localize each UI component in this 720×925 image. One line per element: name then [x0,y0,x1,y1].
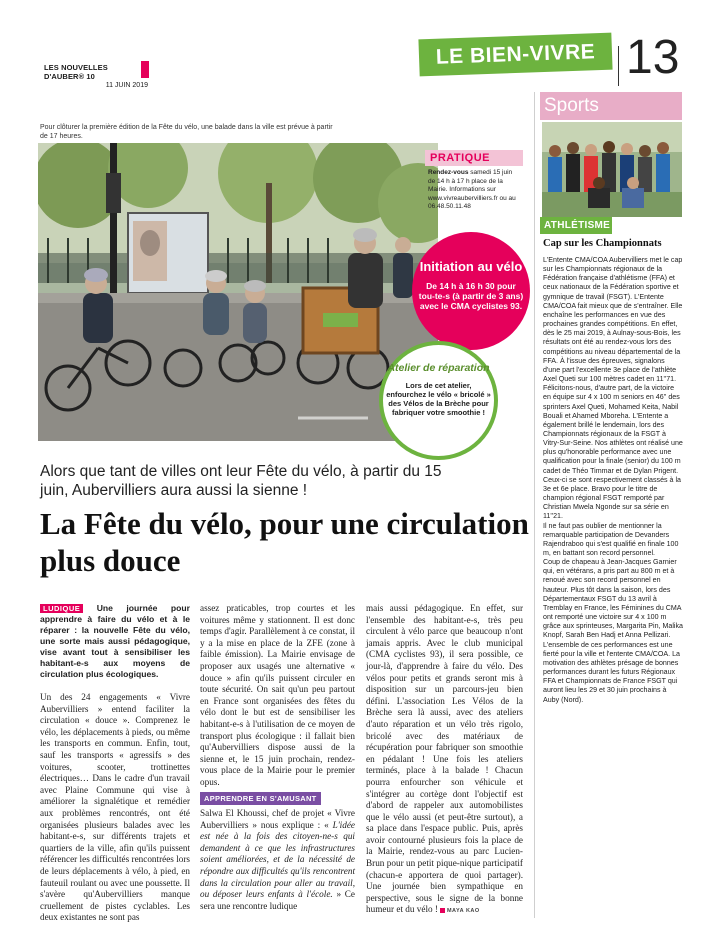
article-column-1 [40,603,190,924]
athletes-illustration [542,122,682,217]
masthead [44,63,148,89]
practical-info-details: samedi 15 juin de 14 h à 17 h place de la Mairie. Informations sur www.vivreaubervilliers.fr ou au 06.48.50.11.48 [428,169,516,210]
article-paragraph-text: mais aussi pédagogique. En effet, sur l'ensemble des habitant-e-s, très peu circulent à vélo parce que beaucoup n'ont jamais appris. Avec le club municipal (CMA cyclistes 93), il sera possible, ce jour-là, d'apprendre à faire du vélo. Des vélos pour petits et grands seront mis à disposition sur un parcours-jeu bien défini. L'association Les Vélos de la Brèche sera là aussi, avec des ateliers d'auto réparation et un vélo très rigolo, bricolé avec des matériaux de récupération pour fabriquer son smoothie en pédalant ! Une fois les ateliers terminés, place à la balade ! Chacun pourra enfourcher son véhicule et s'intégrer au cortège dont l'objectif est d'abord de rappeler aux automobilistes que le vélo aussi (et peut-être surtout), a sa place dans l'espace public. Puis, après avoir contourné plusieurs fois la place de la Mairie, rendez-vous au parc Lucien-Brun pour un petit pique-nique participatif (chacun-e apportera de quoi partager). Une journée bien sympathique en perspective, sous le signe de la bonne humeur et du vélo ! [366,603,523,915]
workshop-text: Lors de cet atelier, enfourchez le vélo « bricolé » des Vélos de la Brèche pour fabriquer votre smoothie ! [386,381,491,417]
sidebar-paragraph: L'Entente CMA/COA Aubervilliers met le cap sur les Championnats régionaux de la Fédération française d'athlétisme (FFA) et ceux nationaux de la Fédération sportive et gymnique de travail (FSGT). L'Entente CMA/COA fait mieux que de s'entraîner. Elle enchaîne les performances en vue des prochaines grandes compétitions. En effet, dès le 25 mai 2019, à Aulnay-sous-Bois, les résultats ont été au rendez-vous lors des compétitions au niveau départemental de la FFA. À l'issue des épreuves, signalons d'une part l'excellente 3e place de l'athlète Axel Queti sur 100 mètres cadet en 11''71. Félicitons-nous, d'autre part, de la victoire en équipe sur 4 x 100 m seniors en 46'' des sprinters Axel Queti, Mohamed Keita, Nabil Bouali et Ahamed Mboreha. L'Entente a également brillé le lendemain, lors des Championnats régionaux de la FSGT à Vitry-Sur-Seine. Nos athlètes ont réalisé une plus qu'honorable performance avec une qualification pour la finale (senior) du 100 m cadet de Théo Timmar et de Dylan Prigent. Ceux-ci se sont respectivement classés à la 3e et 6e place. Bravo pour le titre de champion régional FSGT remporté par Christian Mwela Ngonde sur sa série en 11''21. [543,256,683,521]
cyclists-illustration [38,143,438,441]
sidebar-title: Cap sur les Championnats [543,238,662,249]
page-number: 13 [626,31,680,84]
sidebar-text [543,256,683,705]
author-marker [440,908,445,913]
article-author: MAYA KAO [446,908,480,915]
section-rubric: LE BIEN-VIVRE [418,33,612,77]
practical-info-box [425,150,523,215]
publication-name: LES NOUVELLES D'AUBER® 10 [44,63,108,81]
article-lead-text: Une journée pour apprendre à faire du vélo et à le réparer : la nouvelle Fête du vélo, une sorte mais aussi pédagogique, vise avant tout à sensibiliser les habitant-e-s aux moyens de circulation plus écologiques. [40,603,190,679]
practical-info-text [425,166,523,215]
initiation-title: Initiation au vélo [419,259,523,274]
quote-text: L'idée est née à la fois des citoyen-ne-s qui demandent à ce que les infrastructures soient améliorées, et de la nécessité de répondre aux difficultés qu'ils rencontrent dans la circulation pour aller au travail, ou déposer leurs enfants à l'école. [200,819,355,900]
sidebar-section-header: Sports [540,92,682,120]
article-column-3 [366,603,523,918]
article-paragraph: assez praticables, trop courtes et les voitures même y stationnent. Il est donc temps d'agir. Parallèlement à ce constat, il y a la mise en place de la ZFE (zone à faible émission). La Mairie envisage de proposer aux usagés une alternative « douce » afin qu'ils puissent circuler en toute sécurité. On sait qu'un peu partout en France sont organisées des fêtes du vélo dont le but est de sensibiliser les habitant-e-s à l'utilisation de ce moyen de transport plus écologique : il fallait bien qu'Aubervilliers dispose aussi de la sienne et, le 15 juin prochain, rendez-vous place de la Mairie pour le premier opus. [200,603,355,787]
masthead-marker [141,61,149,78]
article-headline: La Fête du vélo, pour une circulation plus douce [40,506,529,578]
article-lead [40,603,190,680]
initiation-bubble [412,232,530,350]
article-paragraph [200,808,355,912]
article-intro: Alors que tant de villes ont leur Fête du vélo, à partir du 15 juin, Aubervilliers aura aussi la sienne ! [40,463,442,499]
sidebar-divider [534,92,535,918]
quote-intro: Salwa El Khoussi, chef de projet « Vivre Aubervilliers » nous explique : « [200,808,355,830]
page-number-divider [618,46,619,86]
publication-date: 11 JUIN 2019 [105,82,148,89]
practical-info-label: Rendez-vous [428,169,469,176]
article-subhead: APPRENDRE EN S'AMUSANT [200,792,321,806]
sidebar-paragraph: Il ne faut pas oublier de mentionner la remarquable participation de Devanders Rajendraboo qui s'est qualifié en finale 100 m, en battant son record personnel. [543,521,679,557]
sidebar-tag: ATHLÉTISME [540,217,612,234]
main-photo [38,143,438,441]
practical-info-title: PRATIQUE [425,150,523,166]
initiation-text: De 14 h à 16 h 30 pour tou-te-s (à partir de 3 ans) avec le CMA cyclistes 93. [418,281,524,311]
sidebar-paragraph: Coup de chapeau à Jean-Jacques Garnier qui, en vétérans, a pris part au 800 m et à renoué avec son record personnel en hauteur. Plus tôt dans la saison, lors des Départementaux FSGT du 13 avril à Tremblay en France, les Féminines du CMA ont remporté une victoire sur 4 x 100 m grâce aux sprinteuses, Margarita Pin, Malika Knopf, Sarah Ben Hadj et Anna Pellizari. L'ensemble de ces performances est une fierté pour la ville et l'entente CMA/COA. La motivation des athlètes présage de bonnes performances durant les futurs Régionaux FFA et Championnats de France FSGT qui auront lieu les 29 et 30 juin prochains à Auby (Nord). [543,558,683,704]
photo-caption: Pour clôturer la première édition de la Fête du vélo, une balade dans la ville est prévue à partir de 17 heures. [40,124,333,140]
quote-end: » Ce sera une rencontre ludique [200,889,355,911]
article-column-2 [200,603,355,912]
athletes-photo [542,122,682,217]
workshop-title: Atelier de réparation [387,362,490,374]
article-kicker: LUDIQUE [40,604,83,613]
article-paragraph [366,603,523,918]
workshop-bubble [379,341,498,460]
article-paragraph: Un des 24 engagements « Vivre Aubervilliers » entend faciliter la circulation « douce ». Comprenez le vélo, les déplacements à pieds, ou même les transports en commun. Enfin, tout, sauf les transports « agressifs » des voitures, scooter, trottinettes électriques… Dans le cadre d'un travail avec Plaine Commune qui vise à améliorer la signalétique et remédier aux problèmes rencontrés, ont été organisées plusieurs balades avec les habitant-e-s, sur différents trajets et quartiers de la ville, afin qu'ils puissent référencer les difficultés rencontrées lors de leurs déplacements à vélo, à pied, en fauteuil roulant ou avec une poussette. Il s'avère qu'Aubervilliers manque cruellement de pistes cyclables. Les deux existantes ne sont pas [40,692,190,923]
